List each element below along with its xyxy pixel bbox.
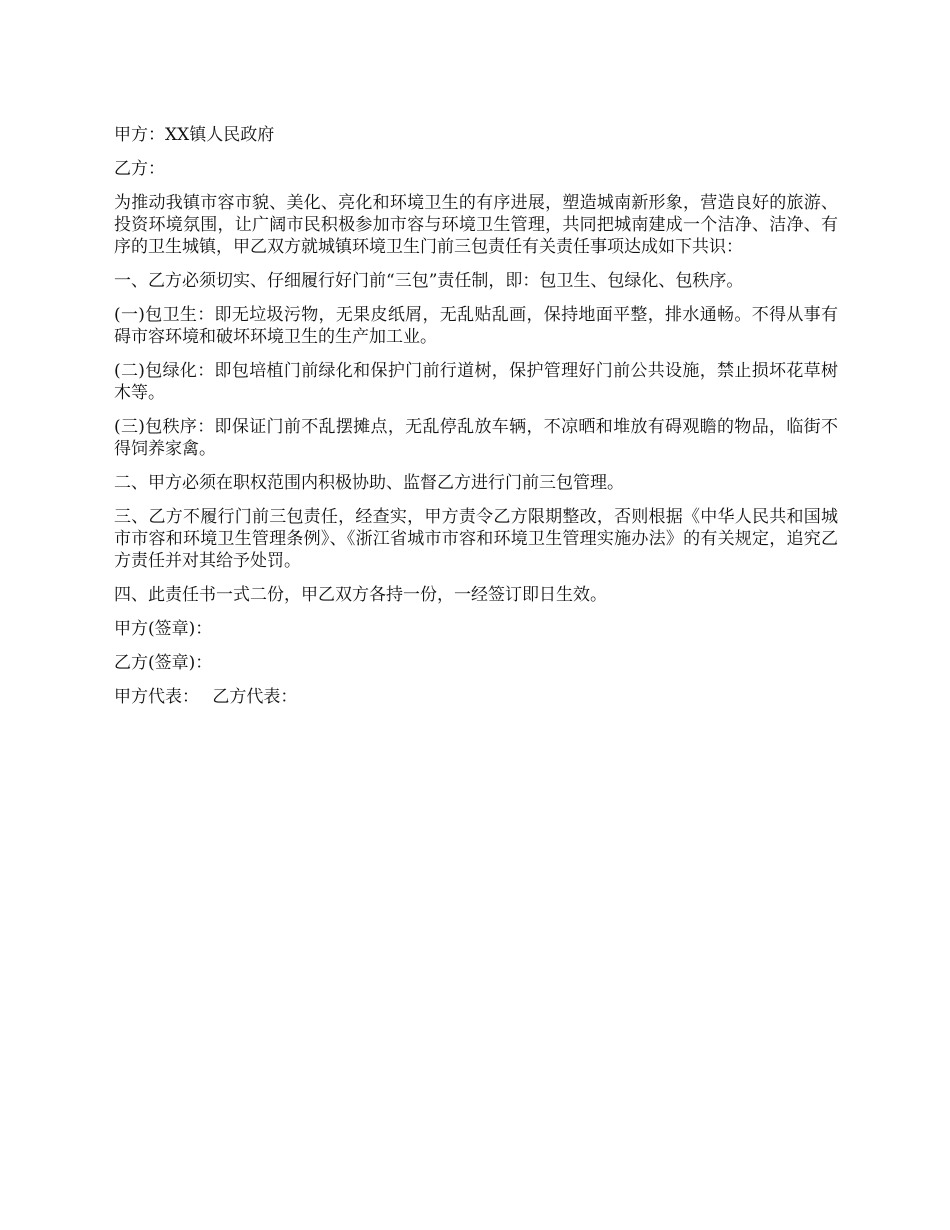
- party-b-line: 乙方：: [114, 159, 165, 179]
- clause-3: 三、乙方不履行门前三包责任，经查实，甲方责令乙方限期整改，否则根据《中华人民共和国城市市容和环境卫生管理条例》、《浙江省城市市容和环境卫生管理实施办法》的有关规定，追究乙方责任并对其给予处罚。: [114, 507, 838, 571]
- party-a-line: 甲方：XX镇人民政府: [114, 125, 275, 145]
- clause-1-greening: (二)包绿化：即包培植门前绿化和保护门前行道树，保护管理好门前公共设施，禁止损坏花草树木等。: [114, 361, 838, 403]
- clause-2: 二、甲方必须在职权范围内积极协助、监督乙方进行门前三包管理。: [114, 473, 624, 493]
- representatives-line: [114, 686, 838, 708]
- representative-party-b: 乙方代表：: [212, 687, 298, 707]
- clause-1-sanitation: (一)包卫生：即无垃圾污物，无果皮纸屑，无乱贴乱画，保持地面平整，排水通畅。不得从事有碍市容环境和破坏环境卫生的生产加工业。: [114, 305, 838, 347]
- document-body: [114, 124, 838, 720]
- clause-1-order: (三)包秩序：即保证门前不乱摆摊点，无乱停乱放车辆，不凉晒和堆放有碍观瞻的物品，临街不得饲养家禽。: [114, 417, 838, 459]
- clause-4: 四、此责任书一式二份，甲乙双方各持一份，一经签订即日生效。: [114, 585, 607, 605]
- intro-paragraph: 为推动我镇市容市貌、美化、亮化和环境卫生的有序进展，塑造城南新形象，营造良好的旅游、投资环境氛围，让广阔市民积极参加市容与环境卫生管理，共同把城南建成一个洁净、洁净、有序的卫生城镇，甲乙双方就城镇环境卫生门前三包责任有关责任事项达成如下共识：: [114, 193, 838, 257]
- signature-party-b: 乙方(签章)：: [114, 653, 213, 673]
- signature-party-a: 甲方(签章)：: [114, 619, 213, 639]
- clause-1: 一、乙方必须切实、仔细履行好门前“三包”责任制，即：包卫生、包绿化、包秩序。: [114, 271, 744, 291]
- representative-party-a: 甲方代表：: [114, 687, 199, 707]
